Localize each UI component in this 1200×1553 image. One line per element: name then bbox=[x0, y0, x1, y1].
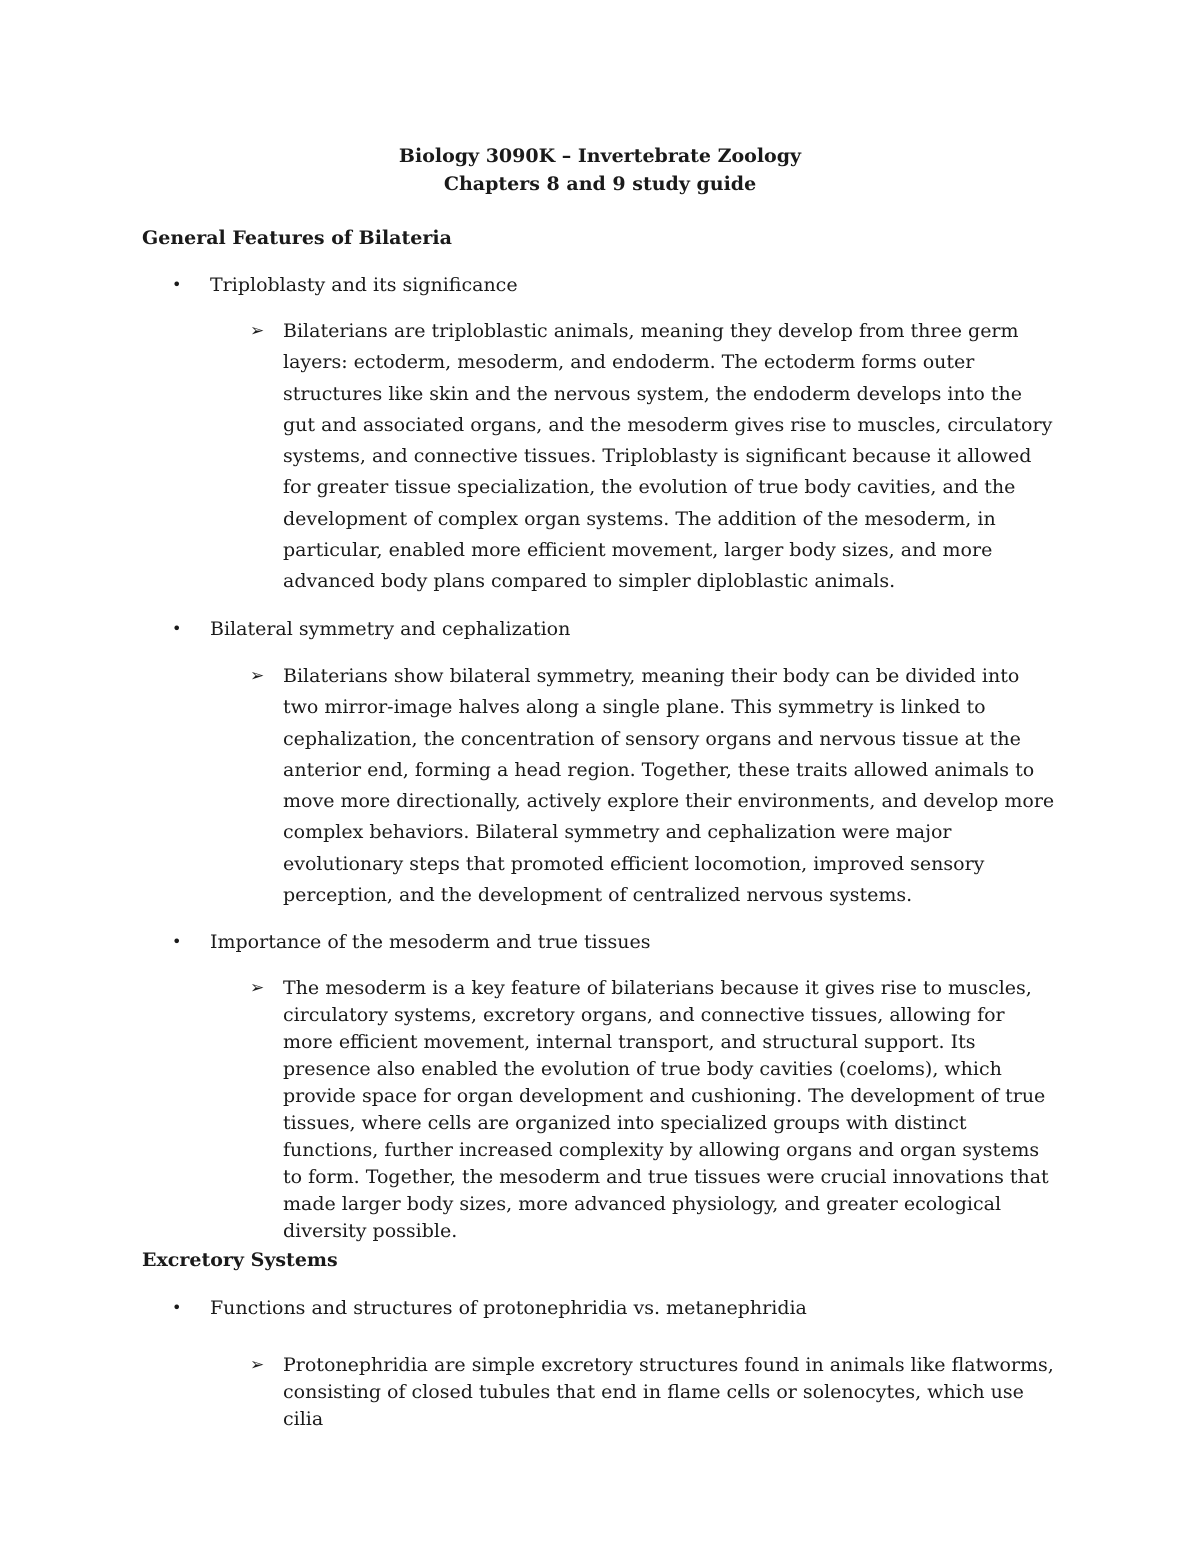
bullet-label: Importance of the mesoderm and true tissues bbox=[210, 931, 651, 953]
bullet-icon: • bbox=[172, 619, 182, 638]
bullet-icon: • bbox=[172, 275, 182, 294]
bullet-label: Bilateral symmetry and cephalization bbox=[210, 618, 571, 640]
paragraph-triploblasty: Bilaterians are triploblastic animals, meaning they develop from three germ layers: ectoderm, mesoderm, and endoderm. The ectoderm forms outer structures like skin and the nervous system, the endoderm develops into the gut and associated organs, and the mesoderm gives rise to muscles, circulatory systems, and connective tissues. Triploblasty is significant because it allowed for greater tissue specialization, the evolution of true body cavities, and the development of complex organ systems. The addition of the mesoderm, in particular, enabled more efficient movement, larger body sizes, and more advanced body plans compared to simpler diploblastic animals. bbox=[283, 320, 1053, 593]
bullet-label: Triploblasty and its significance bbox=[210, 274, 518, 296]
arrow-bullet-icon: ➢ bbox=[250, 666, 265, 686]
paragraph-protonephridia: Protonephridia are simple excretory structures found in animals like flatworms, consisting of closed tubules that end in flame cells or solenocytes, which use cilia bbox=[283, 1354, 1054, 1430]
arrow-bullet-icon: ➢ bbox=[250, 1355, 265, 1375]
paragraph-mesoderm: The mesoderm is a key feature of bilaterians because it gives rise to muscles, circulatory systems, excretory organs, and connective tissues, allowing for more efficient movement, internal transport, and structural support. Its presence also enabled the evolution of true body cavities (coeloms), which provide space for organ development and cushioning. The development of true tissues, where cells are organized into specialized groups with distinct functions, further increased complexity by allowing organs and organ systems to form. Together, the mesoderm and true tissues were crucial innovations that made larger body sizes, more advanced physiology, and greater ecological diversity possible. bbox=[283, 977, 1049, 1242]
document-subtitle: Chapters 8 and 9 study guide bbox=[443, 173, 757, 195]
arrow-bullet-icon: ➢ bbox=[250, 321, 265, 341]
document-title: Biology 3090K – Invertebrate Zoology bbox=[398, 145, 802, 167]
bullet-icon: • bbox=[172, 1298, 182, 1317]
section-heading-bilateria: General Features of Bilateria bbox=[142, 227, 452, 249]
bullet-icon: • bbox=[172, 932, 182, 951]
arrow-bullet-icon: ➢ bbox=[250, 978, 265, 998]
section-heading-excretory: Excretory Systems bbox=[142, 1249, 338, 1271]
paragraph-symmetry: Bilaterians show bilateral symmetry, meaning their body can be divided into two mirror-image halves along a single plane. This symmetry is linked to cephalization, the concentration of sensory organs and nervous tissue at the anterior end, forming a head region. Together, these traits allowed animals to move more directionally, actively explore their environments, and develop more complex behaviors. Bilateral symmetry and cephalization were major evolutionary steps that promoted efficient locomotion, improved sensory perception, and the development of centralized nervous systems. bbox=[283, 665, 1055, 907]
bullet-label: Functions and structures of protonephridia vs. metanephridia bbox=[210, 1297, 807, 1319]
